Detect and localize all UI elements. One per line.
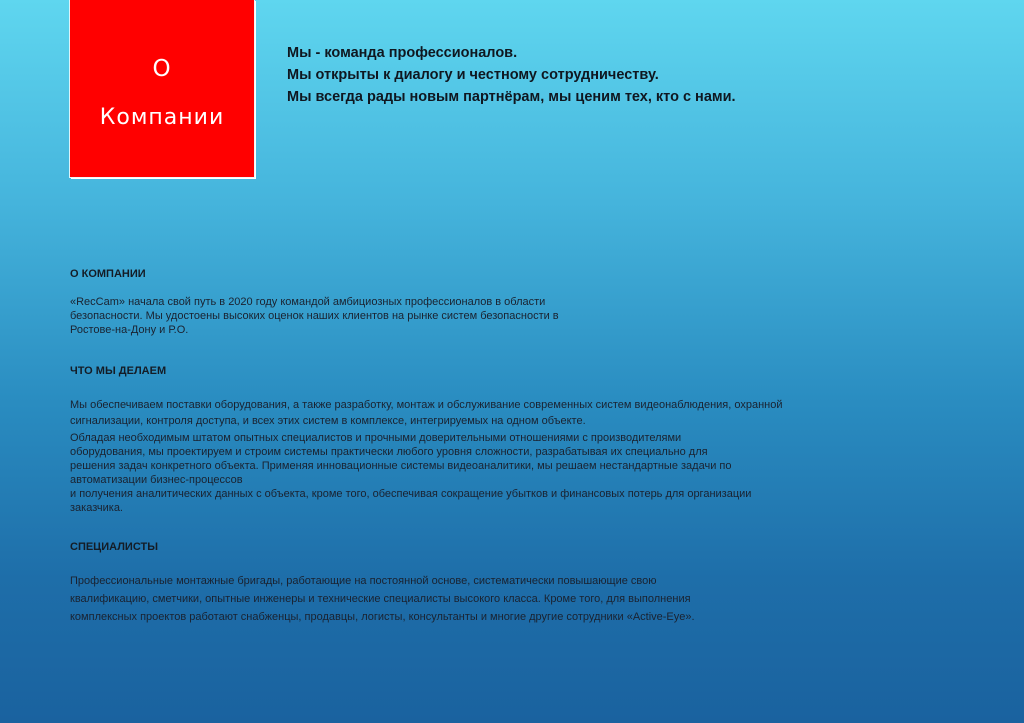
motto-line: Мы всегда рады новым партнёрам, мы ценим тех, кто с нами. (287, 89, 736, 105)
services-paragraph-2 (70, 431, 751, 515)
services-paragraph-1 (70, 397, 783, 429)
about-company-badge (70, 0, 255, 178)
text-line: заказчика. (70, 502, 123, 514)
section-title-specialists: СПЕЦИАЛИСТЫ (70, 541, 158, 553)
text-line: квалификацию, сметчики, опытные инженеры и технические специалисты высокого класса. Кроме того, для выполнения (70, 593, 691, 605)
motto-line: Мы открыты к диалогу и честному сотрудничеству. (287, 67, 659, 83)
text-line: сигнализации, контроля доступа, и всех этих систем в комплексе, интегрируемых на одном объекте. (70, 415, 586, 427)
text-line: Ростове-на-Дону и Р.О. (70, 324, 189, 336)
text-line: Мы обеспечиваем поставки оборудования, а также разработку, монтаж и обслуживание современных систем видеонаблюдения, охранной (70, 399, 783, 411)
text-line: оборудования, мы проектируем и строим системы практически любого уровня сложности, разрабатывая их специально для (70, 446, 708, 458)
text-line: комплексных проектов работают снабженцы, продавцы, логисты, консультанты и многие другие сотрудники «Active-Eye». (70, 611, 695, 623)
text-line: «RecCam» начала свой путь в 2020 году командой амбициозных профессионалов в области (70, 296, 546, 308)
text-line: Профессиональные монтажные бригады, работающие на постоянной основе, систематически повышающие свою (70, 575, 657, 587)
text-line: Обладая необходимым штатом опытных специалистов и прочными доверительными отношениями с производителями (70, 432, 682, 444)
section-title-about: О КОМПАНИИ (70, 268, 146, 280)
about-paragraph (70, 295, 559, 337)
text-line: и получения аналитических данных с объекта, кроме того, обеспечивая сокращение убытков и финансовых потерь для организации (70, 488, 752, 500)
badge-line-2: Компании (99, 105, 225, 130)
specialists-paragraph (70, 572, 695, 626)
motto-line: Мы - команда профессионалов. (287, 45, 518, 61)
text-line: решения задач конкретного объекта. Применяя инновационные системы видеоаналитики, мы решаем нестандартные задачи по (70, 460, 732, 472)
text-line: безопасности. Мы удостоены высоких оценок наших клиентов на рынке систем безопасности в (70, 310, 559, 322)
text-line: автоматизации бизнес-процессов (70, 474, 243, 486)
company-motto (287, 42, 736, 108)
badge-line-1: О (152, 56, 172, 82)
section-title-services: ЧТО МЫ ДЕЛАЕМ (70, 365, 167, 377)
